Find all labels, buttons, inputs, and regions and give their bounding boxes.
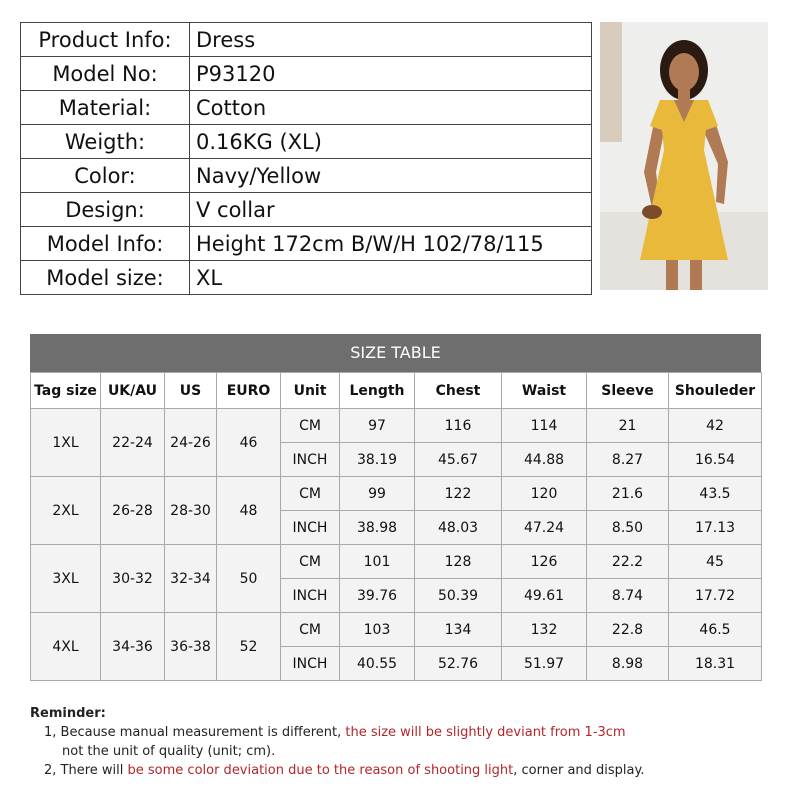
column-header: Waist (502, 373, 587, 409)
measure-cell: 50.39 (415, 579, 502, 613)
measure-cell: 40.55 (340, 647, 415, 681)
measure-cell: 103 (340, 613, 415, 647)
model-illustration (600, 22, 768, 290)
size-table-header-row (31, 373, 762, 409)
size-table (30, 372, 762, 681)
uk-au-cell: 30-32 (101, 545, 165, 613)
measure-cell: 45 (669, 545, 762, 579)
unit-cell: CM (281, 477, 340, 511)
euro-cell: 50 (217, 545, 281, 613)
reminder-section (30, 704, 770, 780)
model-left-leg (666, 260, 678, 290)
reminder-line-2 (30, 761, 770, 780)
tag-size-cell: 3XL (31, 545, 101, 613)
info-label: Model No: (21, 57, 190, 91)
info-label: Product Info: (21, 23, 190, 57)
size-row-cm (31, 409, 762, 443)
measure-cell: 42 (669, 409, 762, 443)
euro-cell: 52 (217, 613, 281, 681)
model-photo (600, 22, 768, 290)
measure-cell: 22.8 (587, 613, 669, 647)
info-label: Color: (21, 159, 190, 193)
uk-au-cell: 34-36 (101, 613, 165, 681)
reminder-2-highlight: be some color deviation due to the reason of shooting light (127, 763, 514, 778)
column-header: Sleeve (587, 373, 669, 409)
unit-cell: CM (281, 613, 340, 647)
info-value: Cotton (190, 91, 592, 125)
model-right-leg (690, 260, 702, 290)
info-row (21, 193, 592, 227)
model-face (669, 53, 699, 91)
size-row-cm (31, 545, 762, 579)
column-header: Length (340, 373, 415, 409)
info-value: P93120 (190, 57, 592, 91)
uk-au-cell: 22-24 (101, 409, 165, 477)
info-row (21, 125, 592, 159)
measure-cell: 8.27 (587, 443, 669, 477)
reminder-1-text: 1, Because manual measurement is different, (44, 725, 346, 740)
size-table-container (30, 334, 761, 681)
column-header: Unit (281, 373, 340, 409)
measure-cell: 128 (415, 545, 502, 579)
measure-cell: 17.13 (669, 511, 762, 545)
measure-cell: 48.03 (415, 511, 502, 545)
photo-wall (600, 22, 622, 142)
reminder-title: Reminder: (30, 706, 106, 721)
info-value: Navy/Yellow (190, 159, 592, 193)
info-label: Model Info: (21, 227, 190, 261)
measure-cell: 8.50 (587, 511, 669, 545)
measure-cell: 38.19 (340, 443, 415, 477)
uk-au-cell: 26-28 (101, 477, 165, 545)
measure-cell: 21 (587, 409, 669, 443)
size-row-cm (31, 613, 762, 647)
info-value: Height 172cm B/W/H 102/78/115 (190, 227, 592, 261)
measure-cell: 99 (340, 477, 415, 511)
measure-cell: 45.67 (415, 443, 502, 477)
measure-cell: 114 (502, 409, 587, 443)
info-row (21, 227, 592, 261)
tag-size-cell: 2XL (31, 477, 101, 545)
unit-cell: INCH (281, 443, 340, 477)
info-label: Model size: (21, 261, 190, 295)
model-neck (678, 86, 690, 100)
measure-cell: 39.76 (340, 579, 415, 613)
info-row (21, 261, 592, 295)
unit-cell: CM (281, 409, 340, 443)
unit-cell: INCH (281, 511, 340, 545)
euro-cell: 46 (217, 409, 281, 477)
model-bag (642, 205, 662, 219)
info-row (21, 159, 592, 193)
reminder-line-1-cont: not the unit of quality (unit; cm). (62, 744, 276, 759)
product-info-table (20, 22, 592, 295)
euro-cell: 48 (217, 477, 281, 545)
measure-cell: 17.72 (669, 579, 762, 613)
us-cell: 32-34 (165, 545, 217, 613)
info-row (21, 57, 592, 91)
measure-cell: 49.61 (502, 579, 587, 613)
unit-cell: CM (281, 545, 340, 579)
size-row-cm (31, 477, 762, 511)
measure-cell: 101 (340, 545, 415, 579)
tag-size-cell: 1XL (31, 409, 101, 477)
info-label: Weigth: (21, 125, 190, 159)
info-row (21, 23, 592, 57)
measure-cell: 97 (340, 409, 415, 443)
measure-cell: 116 (415, 409, 502, 443)
info-label: Design: (21, 193, 190, 227)
measure-cell: 22.2 (587, 545, 669, 579)
us-cell: 28-30 (165, 477, 217, 545)
measure-cell: 21.6 (587, 477, 669, 511)
column-header: UK/AU (101, 373, 165, 409)
measure-cell: 52.76 (415, 647, 502, 681)
measure-cell: 132 (502, 613, 587, 647)
reminder-2-text-end: , corner and display. (513, 763, 645, 778)
measure-cell: 18.31 (669, 647, 762, 681)
measure-cell: 8.98 (587, 647, 669, 681)
reminder-1-highlight: the size will be slightly deviant from 1-3cm (345, 725, 626, 740)
info-value: 0.16KG (XL) (190, 125, 592, 159)
info-row (21, 91, 592, 125)
measure-cell: 38.98 (340, 511, 415, 545)
measure-cell: 120 (502, 477, 587, 511)
unit-cell: INCH (281, 579, 340, 613)
measure-cell: 43.5 (669, 477, 762, 511)
column-header: Tag size (31, 373, 101, 409)
info-value: Dress (190, 23, 592, 57)
column-header: EURO (217, 373, 281, 409)
info-value: XL (190, 261, 592, 295)
measure-cell: 44.88 (502, 443, 587, 477)
tag-size-cell: 4XL (31, 613, 101, 681)
measure-cell: 126 (502, 545, 587, 579)
measure-cell: 16.54 (669, 443, 762, 477)
column-header: Shouleder (669, 373, 762, 409)
column-header: Chest (415, 373, 502, 409)
info-value: V collar (190, 193, 592, 227)
measure-cell: 51.97 (502, 647, 587, 681)
us-cell: 36-38 (165, 613, 217, 681)
size-table-title: SIZE TABLE (30, 334, 761, 372)
us-cell: 24-26 (165, 409, 217, 477)
column-header: US (165, 373, 217, 409)
measure-cell: 46.5 (669, 613, 762, 647)
measure-cell: 122 (415, 477, 502, 511)
measure-cell: 134 (415, 613, 502, 647)
reminder-line-1 (30, 723, 770, 742)
unit-cell: INCH (281, 647, 340, 681)
reminder-2-text: 2, There will (44, 763, 128, 778)
info-label: Material: (21, 91, 190, 125)
measure-cell: 47.24 (502, 511, 587, 545)
measure-cell: 8.74 (587, 579, 669, 613)
